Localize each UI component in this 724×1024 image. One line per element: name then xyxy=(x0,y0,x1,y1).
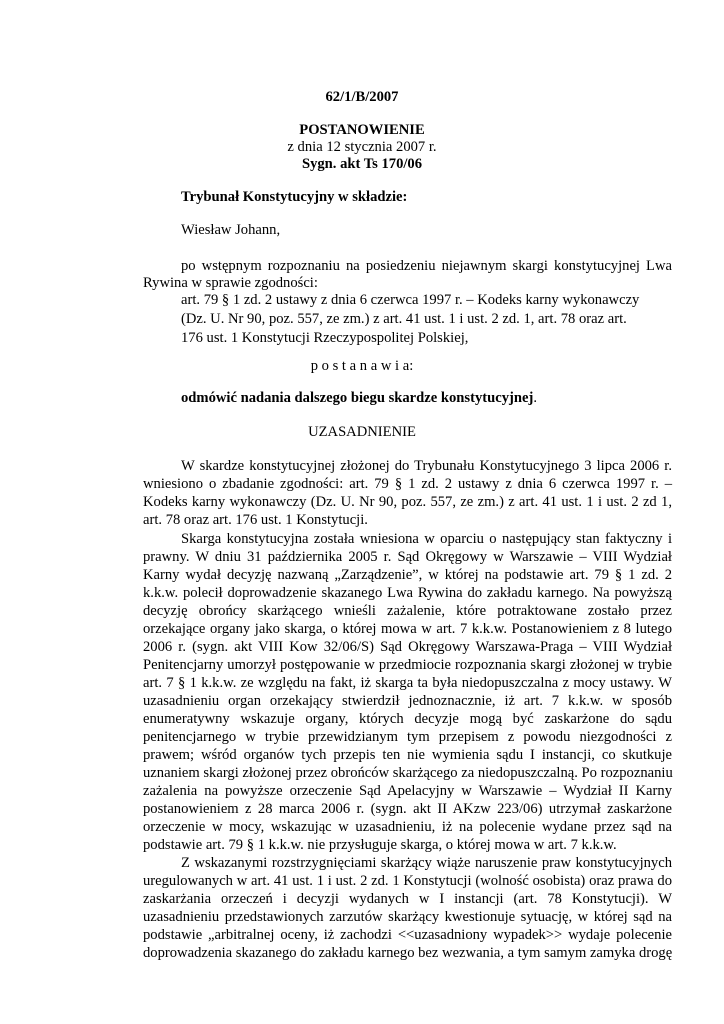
paragraph-line: penitencjarnego w trybie przewidzianym tym przepisem z powodu niezgodności z xyxy=(143,729,672,745)
paragraph-line: k.k.w. polecił doprowadzenie skazanego Lwa Rywina do zakładu karnego. Na powyższą xyxy=(143,585,672,601)
case-signature: Sygn. akt Ts 170/06 xyxy=(301,156,423,172)
reasoning-title: UZASADNIENIE xyxy=(308,424,416,440)
provision-line: 176 ust. 1 Konstytucji Rzeczypospolitej Polskiej, xyxy=(181,330,469,346)
document-date: z dnia 12 stycznia 2007 r. xyxy=(287,139,437,155)
provision-line: art. 79 § 1 zd. 2 ustawy z dnia 6 czerwca 1997 r. – Kodeks karny wykonawczy xyxy=(181,292,640,308)
paragraph-line: prawny. W dniu 31 października 2005 r. Sąd Okręgowy w Warszawie – VIII Wydział xyxy=(143,549,672,565)
paragraph-line: podstawie „arbitralnej oceny, iż zachodzi <<uzasadniony wypadek>> wydaje polecenie xyxy=(143,927,672,943)
paragraph-line: uzasadnieniu przedstawionych zarzutów skarżący kwestionuje sytuację, w której sąd na xyxy=(143,909,672,925)
paragraph-line: podstawie art. 79 § 1 k.k.w. nie przysługuje skarga, o której mowa w art. 7 k.k.w. xyxy=(143,837,617,853)
paragraph-line: enumeratywny wskazuje organy, których decyzje mogą być zaskarżone do sądu xyxy=(143,711,672,727)
paragraph-line: orzekające organy jako skarga, o której mowa w art. 7 k.k.w. Postanowieniem z 8 lutego xyxy=(143,621,672,637)
provision-line: (Dz. U. Nr 90, poz. 557, ze zm.) z art. 41 ust. 1 i ust. 2 zd. 1, art. 78 oraz art. xyxy=(181,311,627,327)
paragraph-line: uzasadnieniu organ orzekający stwierdził jednoznacznie, iż art. 7 k.k.w. w sposób xyxy=(143,693,672,709)
paragraph-line: zażalenia na powyższe orzeczenie Sąd Apelacyjny w Warszawie – Wydział II Karny xyxy=(143,783,672,799)
paragraph-line: postanowieniem z 28 marca 2006 r. (sygn. akt II AKzw 223/06) utrzymał zaskarżone xyxy=(143,801,672,817)
paragraph-line: Penitencjarny umorzył postępowanie w przedmiocie rozpoznania skargi złożonej w trybie xyxy=(143,657,672,673)
paragraph-line: art. 7 § 1 k.k.w. ze względu na fakt, iż skarga ta była niedopuszczalna z mocy ustawy. W xyxy=(143,675,672,691)
paragraph-line: uznaniem skargi złożonej przez obrońców skarżącego za niedopuszczalną. Po rozpoznaniu xyxy=(143,765,673,781)
paragraph-line: 2006 r. (sygn. akt VIII Kow 32/06/S) Sąd Okręgowy Warszawa-Praga – VIII Wydział xyxy=(143,639,672,655)
paragraph-line: Kodeks karny wykonawczy (Dz. U. Nr 90, poz. 557, ze zm.) z art. 41 ust. 1 i ust. 2 zd 1, xyxy=(143,494,672,510)
paragraph-line: doprowadzenia skazanego do zakładu karnego bez wezwania, a tym samym zamyka drogę xyxy=(143,945,673,961)
paragraph-line: Skarga konstytucyjna została wniesiona w oparciu o następujący stan faktyczny i xyxy=(181,531,672,547)
ruling-label: p o s t a n a w i a: xyxy=(310,358,414,374)
paragraph-line: zaskarżania orzeczeń i decyzji wydanych w I instancji (art. 78 Konstytucji). W xyxy=(143,891,672,907)
paragraph-line: W skardze konstytucyjnej złożonej do Trybunału Konstytucyjnego 3 lipca 2006 r. xyxy=(181,458,672,474)
ruling-decision-text: odmówić nadania dalszego biegu skardze konstytucyjnej xyxy=(181,390,534,406)
ruling-decision xyxy=(181,388,537,408)
paragraph-line: uregulowanych w art. 41 ust. 1 i ust. 2 zd. 1 Konstytucji (wolność osobista) oraz prawa do xyxy=(143,873,672,889)
paragraph-line: Karny wydał decyzję nazwaną „Zarządzenie”, w której na podstawie art. 79 § 1 zd. 2 xyxy=(143,567,672,583)
ruling-decision-period: . xyxy=(533,390,537,406)
paragraph-line: wniesiono o zbadanie zgodności: art. 79 § 1 zd. 2 ustawy z dnia 6 czerwca 1997 r. – xyxy=(143,476,672,492)
composition-heading: Trybunał Konstytucyjny w składzie: xyxy=(181,189,408,205)
paragraph-line: Z wskazanymi rozstrzygnięciami skarżący wiąże naruszenie praw konstytucyjnych xyxy=(181,855,672,871)
intro-line: Rywina w sprawie zgodności: xyxy=(143,275,318,291)
paragraph-line: art. 78 oraz art. 176 ust. 1 Konstytucji. xyxy=(143,512,368,528)
document-number: 62/1/B/2007 xyxy=(325,89,399,105)
paragraph-line: decyzję obrońcy skarżącego wnieśli zażalenie, które potraktowane zostało przez xyxy=(143,603,672,619)
judge-name: Wiesław Johann, xyxy=(181,222,281,238)
paragraph-line: prawem; wśród organów tych przepis ten nie wymienia sądu I instancji, co skutkuje xyxy=(143,747,672,763)
document-type: POSTANOWIENIE xyxy=(299,122,425,138)
intro-line: po wstępnym rozpoznaniu na posiedzeniu niejawnym skargi konstytucyjnej Lwa xyxy=(181,258,672,274)
paragraph-line: orzeczenie w mocy, wskazując w uzasadnieniu, iż na polecenie wydane przez sąd na xyxy=(143,819,672,835)
